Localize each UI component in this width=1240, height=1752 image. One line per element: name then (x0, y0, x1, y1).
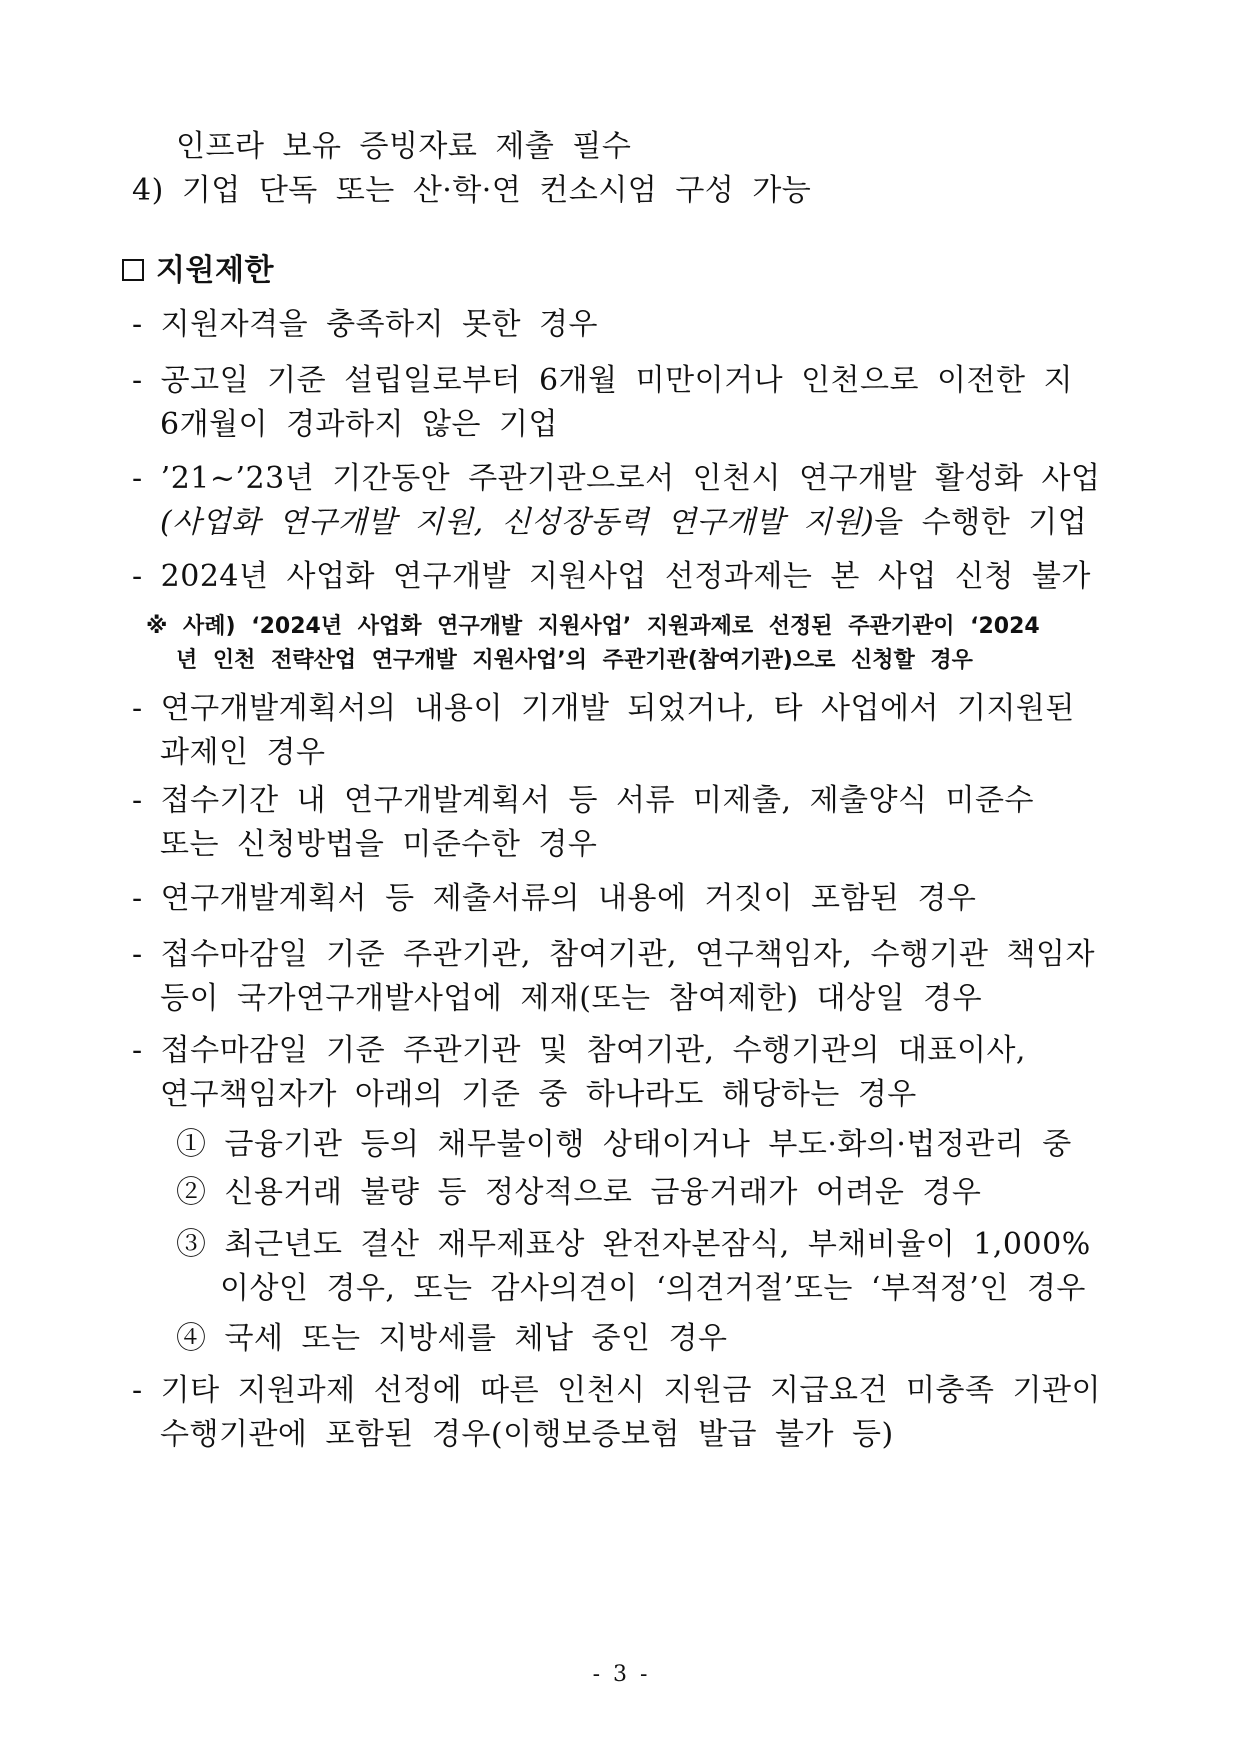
list-item-continuation: 연구책임자가 아래의 기준 중 하나라도 해당하는 경우 (160, 1077, 917, 1112)
sub-item: ③ 최근년도 결산 재무제표상 완전자본잠식, 부채비율이 1,000% (176, 1227, 1091, 1262)
example-note: ※ 사례) ‘2024년 사업화 연구개발 지원사업’ 지원과제로 선정된 주관기관이 ‘2024 (146, 614, 1040, 639)
section-heading (122, 253, 274, 288)
list-item: - 지원자격을 충족하지 못한 경우 (132, 307, 599, 342)
square-bullet-icon (122, 259, 144, 281)
list-item: - 연구개발계획서의 내용이 기개발 되었거나, 타 사업에서 기지원된 (132, 691, 1075, 726)
section-title: 지원제한 (156, 253, 274, 288)
list-item: - 기타 지원과제 선정에 따른 인천시 지원금 지급요건 미충족 기관이 (132, 1373, 1101, 1408)
sub-item: ④ 국세 또는 지방세를 체납 중인 경우 (176, 1321, 728, 1356)
list-item: - 2024년 사업화 연구개발 지원사업 선정과제는 본 사업 신청 불가 (132, 559, 1091, 594)
list-item-continuation: 6개월이 경과하지 않은 기업 (160, 407, 558, 442)
list-item-continuation: 또는 신청방법을 미준수한 경우 (160, 827, 598, 862)
list-item: - ’21~’23년 기간동안 주관기관으로서 인천시 연구개발 활성화 사업 (132, 461, 1101, 496)
list-item-continuation: 수행기관에 포함된 경우(이행보증보험 발급 불가 등) (160, 1417, 894, 1452)
list-item: - 공고일 기준 설립일로부터 6개월 미만이거나 인천으로 이전한 지 (132, 363, 1073, 398)
sub-item: ② 신용거래 불량 등 정상적으로 금융거래가 어려운 경우 (176, 1175, 982, 1210)
list-item: - 연구개발계획서 등 제출서류의 내용에 거짓이 포함된 경우 (132, 881, 977, 916)
list-item: - 접수마감일 기준 주관기관 및 참여기관, 수행기관의 대표이사, (132, 1033, 1026, 1068)
italic-note: (사업화 연구개발 지원, 신성장동력 연구개발 지원) (160, 505, 875, 540)
intro-line-2: 4) 기업 단독 또는 산·학·연 컨소시엄 구성 가능 (132, 173, 812, 208)
list-item: - 접수마감일 기준 주관기관, 참여기관, 연구책임자, 수행기관 책임자 (132, 937, 1095, 972)
list-item-continuation: 과제인 경우 (160, 735, 326, 770)
sub-item: ① 금융기관 등의 채무불이행 상태이거나 부도·화의·법정관리 중 (176, 1127, 1072, 1162)
example-note-continuation: 년 인천 전략산업 연구개발 지원사업’의 주관기관(참여기관)으로 신청할 경우 (176, 648, 973, 673)
list-item-continuation: 등이 국가연구개발사업에 제재(또는 참여제한) 대상일 경우 (160, 981, 983, 1016)
sub-item-continuation: 이상인 경우, 또는 감사의견이 ‘의견거절’또는 ‘부적정’인 경우 (220, 1271, 1086, 1306)
list-item: - 접수기간 내 연구개발계획서 등 서류 미제출, 제출양식 미준수 (132, 783, 1034, 818)
list-item-continuation (160, 505, 1088, 540)
page-number: - 3 - (592, 1662, 648, 1687)
list-item-tail: 을 수행한 기업 (874, 505, 1088, 540)
intro-line-1: 인프라 보유 증빙자료 제출 필수 (176, 129, 632, 164)
